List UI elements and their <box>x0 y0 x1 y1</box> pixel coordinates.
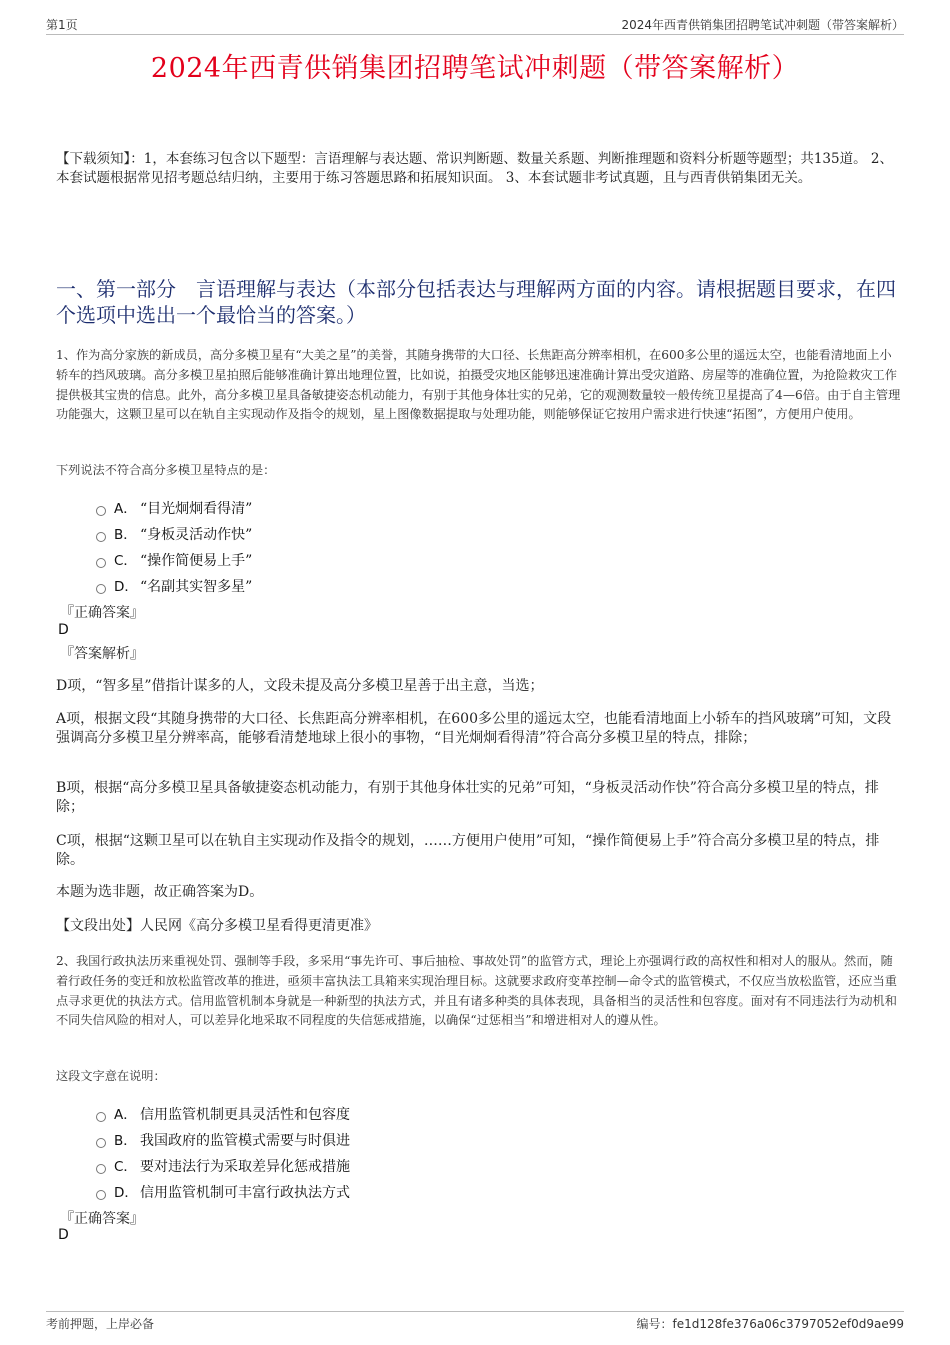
q1-analysis-a: A项，根据文段“其随身携带的大口径、长焦距高分辨率相机，在600多公里的遥远太空，也能看清地面上小轿车的挡风玻璃”可知，文段强调高分多模卫星分辨率高，能够看清楚地球上很小的事物，“目光炯炯看得清”符合高分多模卫星的特点，排除； <box>56 711 892 746</box>
page-number: 第1页 <box>46 18 78 32</box>
radio-icon[interactable] <box>96 1164 106 1174</box>
page-header <box>46 14 904 35</box>
q1-option-c[interactable]: C． “操作简便易上手” <box>96 549 252 571</box>
q1-analysis-conclusion: 本题为选非题，故正确答案为D。 <box>56 884 264 900</box>
q2-prompt: 这段文字意在说明： <box>56 1069 166 1083</box>
header-doc-title: 2024年西青供销集团招聘笔试冲刺题（带答案解析） <box>621 18 904 32</box>
footer-doc-id: 编号：fe1d128fe376a06c3797052ef0d9ae99 <box>636 1317 904 1331</box>
q1-option-b[interactable]: B． “身板灵活动作快” <box>96 523 252 545</box>
q1-source: 【文段出处】人民网《高分多模卫星看得更清更准》 <box>56 918 378 934</box>
q1-analysis-b: B项，根据“高分多模卫星具备敏捷姿态机动能力，有别于其他身体壮实的兄弟”可知，“身板灵活动作快”符合高分多模卫星的特点，排除； <box>56 780 879 815</box>
q2-passage: 2、我国行政执法历来重视处罚、强制等手段，多采用“事先许可、事后抽检、事故处罚”的监管方式，理论上亦强调行政的高权性和相对人的服从。然而，随着行政任务的变迁和放松监管改革的推进，亟须丰富执法工具箱来实现治理目标。这就要求政府变革控制—命令式的监管模式，不仅应当放松监管，还应当重点寻求更优的执法方式。信用监管机制本身就是一种新型的执法方式，并且有诸多种类的具体表现，具备相当的灵活性和包容度。面对有不同违法行为动机和不同失信风险的相对人，可以差异化地采取不同程度的失信惩戒措施，以确保“过惩相当”和增进相对人的遵从性。 <box>56 954 897 1028</box>
q1-passage: 1、作为高分家族的新成员，高分多模卫星有“大美之星”的美誉，其随身携带的大口径、长焦距高分辨率相机，在600多公里的遥远太空，也能看清地面上小轿车的挡风玻璃。高分多模卫星拍照后能够准确计算出地理位置，比如说，拍摄受灾地区能够迅速准确计算出受灾道路、房屋等的准确位置，为抢险救灾工作提供极其宝贵的信息。此外，高分多模卫星具备敏捷姿态机动能力，有别于其他身体壮实的兄弟，它的观测数量较一般传统卫星提高了4—6倍。由于自主管理功能强大，这颗卫星可以在轨自主实现动作及指令的规划，星上图像数据提取与处理功能，则能够保证它按用户需求进行快速“拓图”，方便用户使用。 <box>56 348 901 422</box>
page-title: 2024年西青供销集团招聘笔试冲刺题（带答案解析） <box>150 53 800 84</box>
radio-icon[interactable] <box>96 1112 106 1122</box>
q1-answer-label: 『正确答案』 <box>60 605 144 621</box>
radio-icon[interactable] <box>96 558 106 568</box>
section-heading: 一、第一部分 言语理解与表达（本部分包括表达与理解两方面的内容。请根据题目要求，在四个选项中选出一个最恰当的答案。） <box>56 277 896 327</box>
q2-answer: D <box>58 1227 69 1243</box>
radio-icon[interactable] <box>96 1190 106 1200</box>
download-notice: 【下载须知】：1，本套练习包含以下题型：言语理解与表达题、常识判断题、数量关系题、判断推理题和资料分析题等题型；共135道。 2、本套试题根据常见招考题总结归纳，主要用于练习答题思路和拓展知识面。 3、本套试题非考试真题，且与西青供销集团无关。 <box>56 151 893 186</box>
q1-answer: D <box>58 622 69 638</box>
q1-option-a[interactable]: A． “目光炯炯看得清” <box>96 497 252 519</box>
q1-prompt: 下列说法不符合高分多模卫星特点的是： <box>56 463 276 477</box>
q1-analysis-c: C项，根据“这颗卫星可以在轨自主实现动作及指令的规划，……方便用户使用”可知，“操作简便易上手”符合高分多模卫星的特点，排除。 <box>56 833 880 868</box>
radio-icon[interactable] <box>96 1138 106 1148</box>
page-footer <box>46 1311 904 1334</box>
q2-option-a[interactable]: A． 信用监管机制更具灵活性和包容度 <box>96 1103 350 1125</box>
q2-option-b[interactable]: B． 我国政府的监管模式需要与时俱进 <box>96 1129 350 1151</box>
q1-option-d[interactable]: D． “名副其实智多星” <box>96 575 252 597</box>
q1-analysis-label: 『答案解析』 <box>60 646 144 662</box>
q2-option-c[interactable]: C． 要对违法行为采取差异化惩戒措施 <box>96 1155 350 1177</box>
q2-answer-label: 『正确答案』 <box>60 1211 144 1227</box>
radio-icon[interactable] <box>96 506 106 516</box>
radio-icon[interactable] <box>96 584 106 594</box>
radio-icon[interactable] <box>96 532 106 542</box>
q1-analysis-d: D项，“智多星”借指计谋多的人，文段未提及高分多模卫星善于出主意，当选； <box>56 678 544 694</box>
footer-slogan: 考前押题，上岸必备 <box>46 1317 155 1331</box>
q2-option-d[interactable]: D． 信用监管机制可丰富行政执法方式 <box>96 1181 350 1203</box>
